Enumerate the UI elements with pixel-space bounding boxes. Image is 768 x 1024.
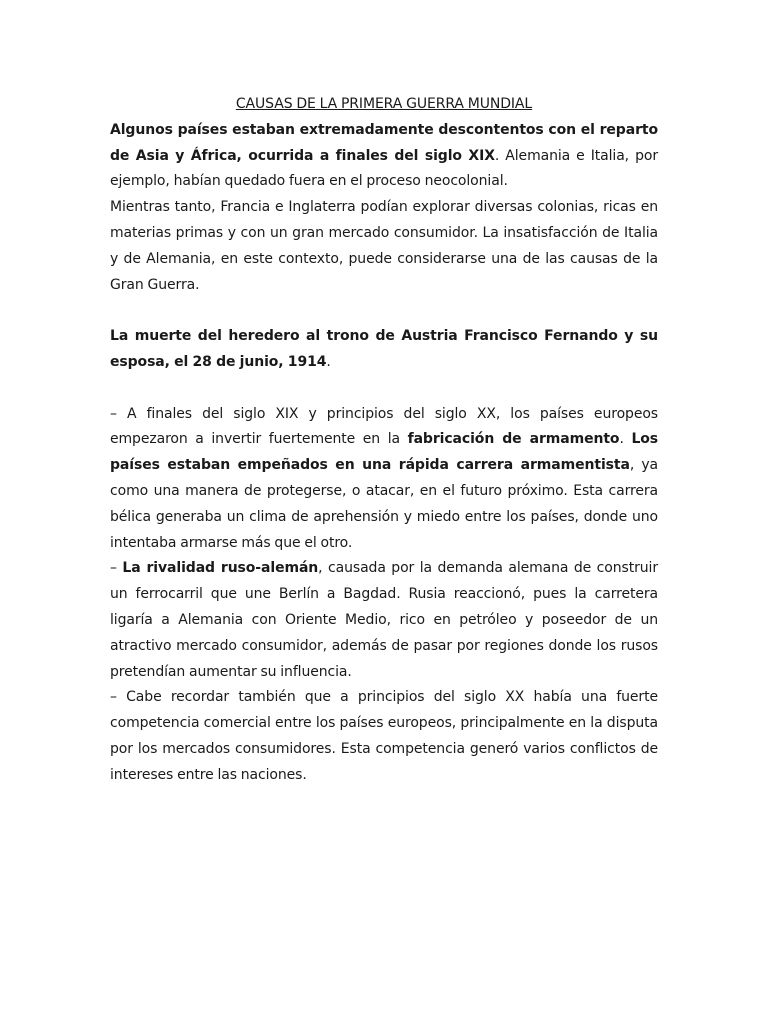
paragraph-gap [110,298,658,324]
paragraph-arms-race [110,402,658,557]
paragraph-gap [110,376,658,402]
paragraph-russo-german-rivalry [110,556,658,685]
paragraph-franz-ferdinand [110,324,658,376]
plain-text: . [326,353,331,370]
bold-text: Algunos países estaban extremadamente descontentos con el reparto de Asia y África, ocurrida a finales del siglo XIX [110,121,658,164]
bold-text: Los países estaban empeñados en una rápida carrera armamentista [110,431,659,474]
document-title: CAUSAS DE LA PRIMERA GUERRA MUNDIAL [235,96,533,112]
plain-text: . [619,431,632,448]
bold-text: La muerte del heredero al trono de Austria Francisco Fernando y su esposa, el 28 de junio, 1914 [110,328,658,370]
plain-text: , causada por la demanda alemana de construir un ferrocarril que une Berlín a Bagdad. Rusia reaccionó, pues la carretera ligaría a Alemania con Oriente Medio, rico en petróleo y poseedor de un atractivo mercado consumidor, además de pasar por regiones donde los rusos pretendían aumentar su influencia. [110,560,658,680]
plain-text: – A finales del siglo XIX y principios del siglo XX, los países europeos empezaron a invertir fuertemente en la [110,405,658,448]
document-page [110,92,658,789]
plain-text: – [110,560,123,577]
plain-text: . Alemania e Italia, por ejemplo, habían quedado fuera en el proceso neocolonial. [110,147,658,190]
paragraph-colonial-discontent [110,118,658,195]
paragraph-commercial-competition: – Cabe recordar también que a principios del siglo XX había una fuerte competencia comercial entre los países europeos, principalmente en la disputa por los mercados consumidores. Esta competencia generó varios conflictos de intereses entre las naciones. [110,689,658,783]
paragraph-france-england: Mientras tanto, Francia e Inglaterra podían explorar diversas colonias, ricas en materias primas y con un gran mercado consumidor. La insatisfacción de Italia y de Alemania, en este contexto, puede considerarse una de las causas de la Gran Guerra. [110,199,658,293]
bold-text: La rivalidad ruso-alemán [122,560,319,577]
plain-text: , ya como una manera de protegerse, o atacar, en el futuro próximo. Esta carrera bélica generaba un clima de aprehensión y miedo entre los países, donde uno intentaba armarse más que el otro. [110,457,658,551]
bold-text: fabricación de armamento [407,431,620,448]
